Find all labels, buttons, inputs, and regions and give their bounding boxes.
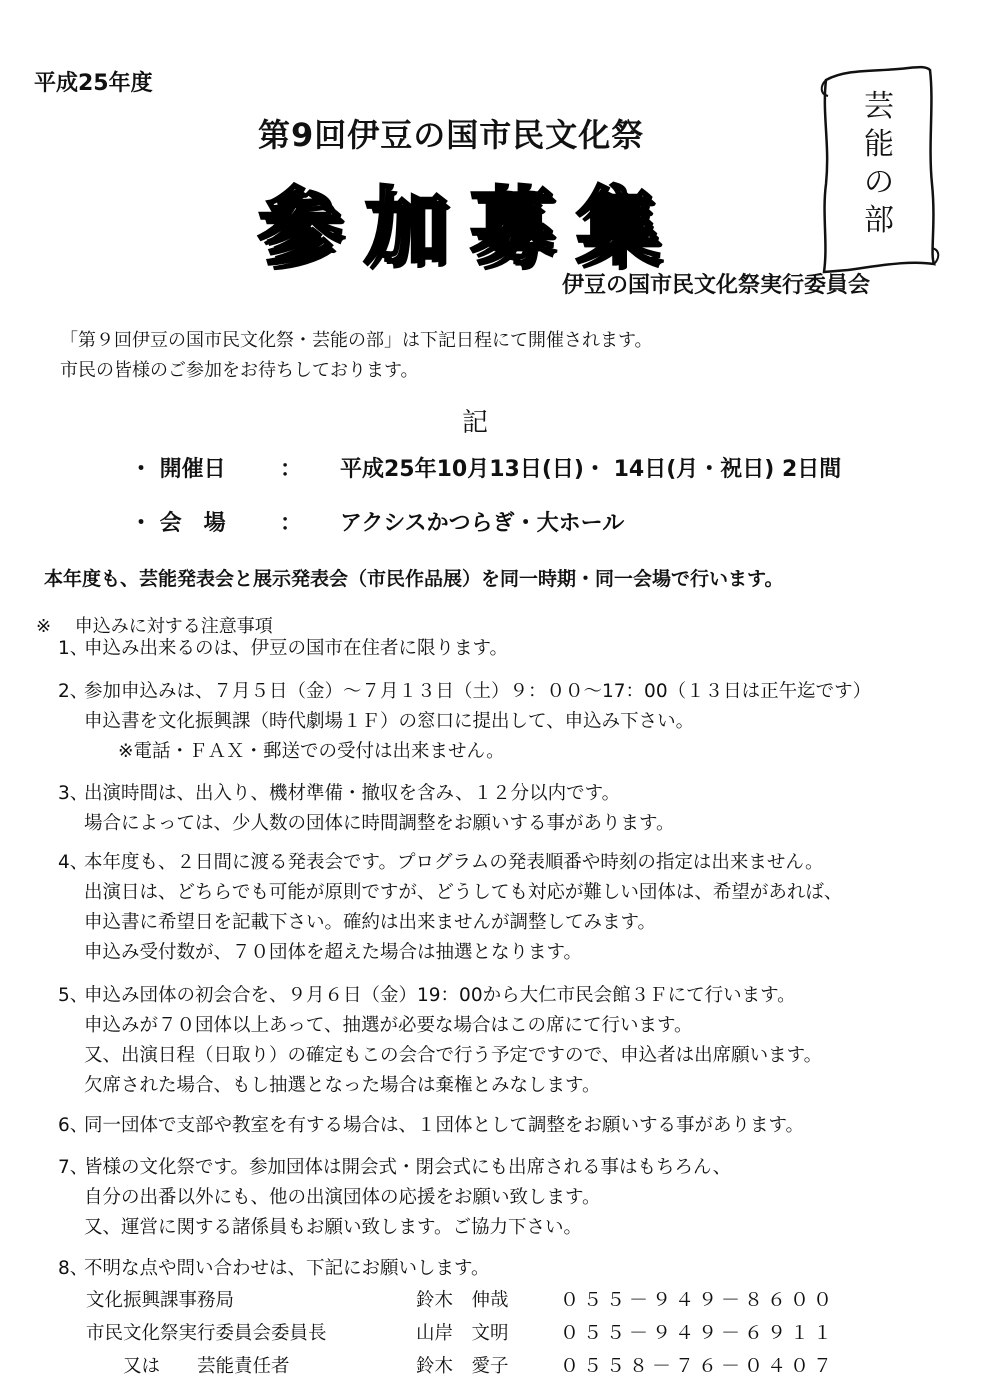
date-row: [130, 452, 841, 483]
contact-name: 山岸 文明: [416, 1323, 509, 1344]
notes-title: ※ 申込みに対する注意事項: [36, 616, 273, 637]
intro-line-1: 「第９回伊豆の国市民文化祭・芸能の部」は下記日程にて開催されます。: [60, 330, 653, 351]
contact-row: [86, 1350, 836, 1383]
note-line: 皆様の文化祭です。参加団体は開会式・閉会式にも出席される事はもちろん、: [84, 1157, 732, 1178]
venue-label: ・ 会 場: [130, 511, 226, 536]
banner-text: [818, 88, 940, 240]
contact-role: 又は 芸能責任者: [86, 1356, 290, 1377]
ki-heading: 記: [462, 408, 489, 438]
note-line: 申込み受付数が、７０団体を超えた場合は抽選となります。: [84, 942, 583, 963]
note-3: [58, 779, 675, 839]
contact-tel: ０５５８－７６－０４０７: [560, 1355, 837, 1377]
note-line: 申込書に希望日を記載下さい。確約は出来ませんが調整してみます。: [84, 912, 657, 933]
note-line: 本年度も、２日間に渡る発表会です。プログラムの発表順番や時刻の指定は出来ません。: [84, 852, 824, 873]
date-value: 平成25年10月13日(日)・ 14日(月・祝日) 2日間: [340, 457, 842, 482]
contact-name: 鈴木 愛子: [416, 1356, 509, 1377]
banner-char: 能: [864, 127, 894, 162]
note-number: 5、: [58, 985, 89, 1006]
fiscal-year: 平成25年度: [34, 71, 153, 96]
note-2: [58, 677, 871, 767]
note-4: [58, 848, 842, 968]
organizer: 伊豆の国市民文化祭実行委員会: [562, 273, 871, 298]
scroll-banner: [818, 64, 940, 274]
note-line: 欠席された場合、もし抽選となった場合は棄権とみなします。: [84, 1075, 601, 1096]
note-line: 又、運営に関する諸係員もお願い致します。ご協力下さい。: [84, 1217, 583, 1238]
note-number: 6、: [58, 1115, 89, 1136]
note-number: 2、: [58, 681, 89, 702]
banner-char: の: [864, 165, 894, 200]
note-line: 申込みが７０団体以上あって、抽選が必要な場合はこの席にて行います。: [84, 1015, 693, 1036]
note-line: 申込み出来るのは、伊豆の国市在住者に限ります。: [84, 638, 509, 659]
note-line: 出演日は、どちらでも可能が原則ですが、どうしても対応が難しい団体は、希望があれば、: [84, 882, 843, 903]
note-line: 自分の出番以外にも、他の出演団体の応援をお願い致します。: [84, 1187, 601, 1208]
note-number: 8、: [58, 1258, 89, 1279]
note-line: 申込み団体の初会合を、９月６日（金）19：00から大仁市民会館３Ｆにて行います。: [84, 985, 796, 1006]
note-number: 1、: [58, 638, 89, 659]
note-number: 7、: [58, 1157, 89, 1178]
contact-name: 鈴木 伸哉: [416, 1290, 509, 1311]
note-8: [58, 1254, 490, 1284]
note-line: 同一団体で支部や教室を有する場合は、１団体として調整をお願いする事があります。: [84, 1115, 805, 1136]
note-1: [58, 634, 508, 664]
note-line: 又、出演日程（日取り）の確定もこの会合で行う予定ですので、申込者は出席願います。: [84, 1045, 823, 1066]
contact-role: 市民文化祭実行委員会委員長: [86, 1323, 327, 1344]
notice: 本年度も、芸能発表会と展示発表会（市民作品展）を同一時期・同一会場で行います。: [44, 568, 784, 590]
contact-list: [86, 1284, 836, 1383]
note-line: 場合によっては、少人数の団体に時間調整をお願いする事があります。: [84, 813, 675, 834]
note-line: 申込書を文化振興課（時代劇場１Ｆ）の窓口に提出して、申込み下さい。: [84, 711, 695, 732]
venue-row: [130, 506, 624, 537]
contact-tel: ０５５－９４９－８６００: [560, 1289, 837, 1311]
note-5: [58, 981, 822, 1101]
note-line: 不明な点や問い合わせは、下記にお願いします。: [84, 1258, 490, 1279]
contact-tel: ０５５－９４９－６９１１: [560, 1322, 837, 1344]
note-6: [58, 1111, 804, 1141]
date-label: ・ 開催日: [130, 457, 226, 482]
note-number: 3、: [58, 783, 89, 804]
event-title: 第9回伊豆の国市民文化祭: [258, 116, 645, 154]
note-7: [58, 1153, 731, 1243]
contact-row: [86, 1317, 836, 1350]
banner-char: 芸: [864, 89, 894, 124]
banner-char: 部: [864, 203, 894, 238]
contact-row: [86, 1284, 836, 1317]
note-number: 4、: [58, 852, 89, 873]
contact-role: 文化振興課事務局: [86, 1290, 235, 1311]
intro-line-2: 市民の皆様のご参加をお待ちしております。: [60, 360, 419, 381]
note-sub: ※電話・ＦＡＸ・郵送での受付は出来ません。: [118, 741, 505, 762]
note-line: 出演時間は、出入り、機材準備・撤収を含み、１２分以内です。: [84, 783, 621, 804]
headline: 参加募集: [258, 178, 683, 276]
venue-sep: ：: [280, 511, 303, 536]
note-line: 参加申込みは、７月５日（金）～７月１３日（土）９：００～17：00（１３日は正午迄です）: [84, 681, 872, 702]
date-sep: ：: [280, 457, 303, 482]
venue-value: アクシスかつらぎ・大ホール: [340, 511, 625, 536]
